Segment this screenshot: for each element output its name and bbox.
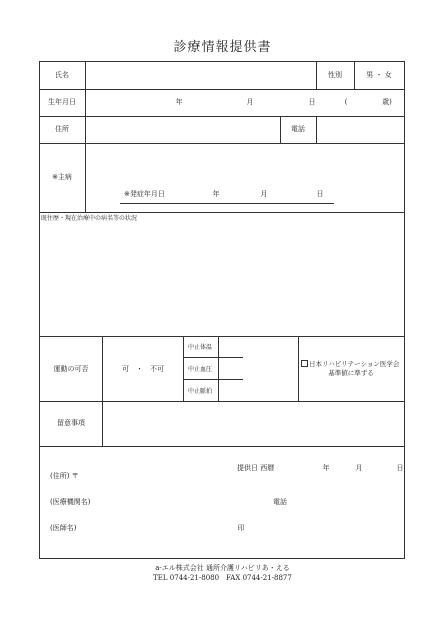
row-divider — [40, 89, 404, 90]
onset-underline — [120, 203, 334, 204]
col-divider — [280, 116, 281, 143]
row-divider — [40, 143, 404, 144]
onset-label: ※発症年月日 — [124, 190, 165, 198]
footer-contact: TEL 0744-21-8080 FAX 0744-21-8877 — [153, 574, 292, 582]
age-open-paren: ( — [344, 98, 348, 106]
provider-address-label: (住所) 〒 — [50, 472, 79, 480]
history-label: 既往歴・現在治療中の病名等の状況 — [41, 215, 138, 222]
provide-day-label: 日 — [396, 464, 404, 472]
jarm-criteria-option[interactable] — [301, 360, 399, 369]
col-divider — [218, 336, 219, 401]
row-divider — [40, 401, 404, 402]
row-divider — [40, 336, 404, 337]
jarm-line1: 日本リハビリテーション医学会 — [309, 360, 400, 368]
document-title: 診療情報提供書 — [173, 40, 272, 55]
col-divider — [316, 116, 317, 143]
doctor-label: (医師名) — [50, 524, 77, 532]
referral-form — [39, 61, 405, 559]
sex-options[interactable]: 男 ・ 女 — [366, 71, 392, 79]
stop-bp-label: 中止血圧 — [187, 366, 213, 373]
sex-label: 性別 — [328, 71, 342, 79]
dob-year-label: 年 — [175, 98, 183, 106]
provide-year-label: 年 — [322, 464, 330, 472]
col-divider — [316, 62, 317, 89]
jarm-line2: 基準値に準ずる — [328, 369, 374, 377]
row-divider — [40, 116, 404, 117]
name-field[interactable] — [98, 67, 306, 85]
label-column-divider — [85, 62, 86, 212]
phone-label: 電話 — [291, 125, 305, 133]
provider-phone-label: 電話 — [273, 498, 287, 506]
address-label: 住所 — [55, 125, 69, 133]
onset-year-label: 年 — [212, 190, 220, 198]
row-divider — [40, 212, 404, 213]
col-divider — [183, 336, 184, 401]
checkbox-icon[interactable] — [301, 360, 308, 367]
stop-criteria-divider — [183, 357, 243, 358]
dob-month-label: 月 — [246, 98, 254, 106]
row-divider — [40, 446, 404, 447]
col-divider — [298, 336, 299, 401]
onset-month-label: 月 — [260, 190, 268, 198]
exercise-options[interactable]: 可 ・ 不可 — [122, 365, 164, 373]
name-label: 氏名 — [55, 71, 69, 79]
onset-day-label: 日 — [316, 190, 324, 198]
notes-label: 留意事項 — [57, 419, 85, 427]
label-column-divider — [102, 336, 103, 446]
provide-date-label: 提供日 西暦 — [237, 464, 275, 472]
age-label: 歳) — [382, 98, 392, 106]
stop-temp-label: 中止体温 — [187, 344, 213, 351]
provide-month-label: 月 — [355, 464, 363, 472]
col-divider — [354, 62, 355, 89]
dob-label: 生年月日 — [48, 98, 76, 106]
exercise-label: 運動の可否 — [53, 365, 89, 373]
stop-pulse-label: 中止脈拍 — [187, 388, 213, 395]
disease-label: ※主病 — [52, 173, 72, 181]
seal-mark: 印 — [237, 524, 245, 532]
institution-label: (医療機関名) — [50, 498, 91, 506]
footer-company: a-エル株式会社 通所介護リハビリあ・える — [155, 564, 290, 572]
stop-criteria-divider — [183, 379, 243, 380]
dob-day-label: 日 — [308, 98, 316, 106]
